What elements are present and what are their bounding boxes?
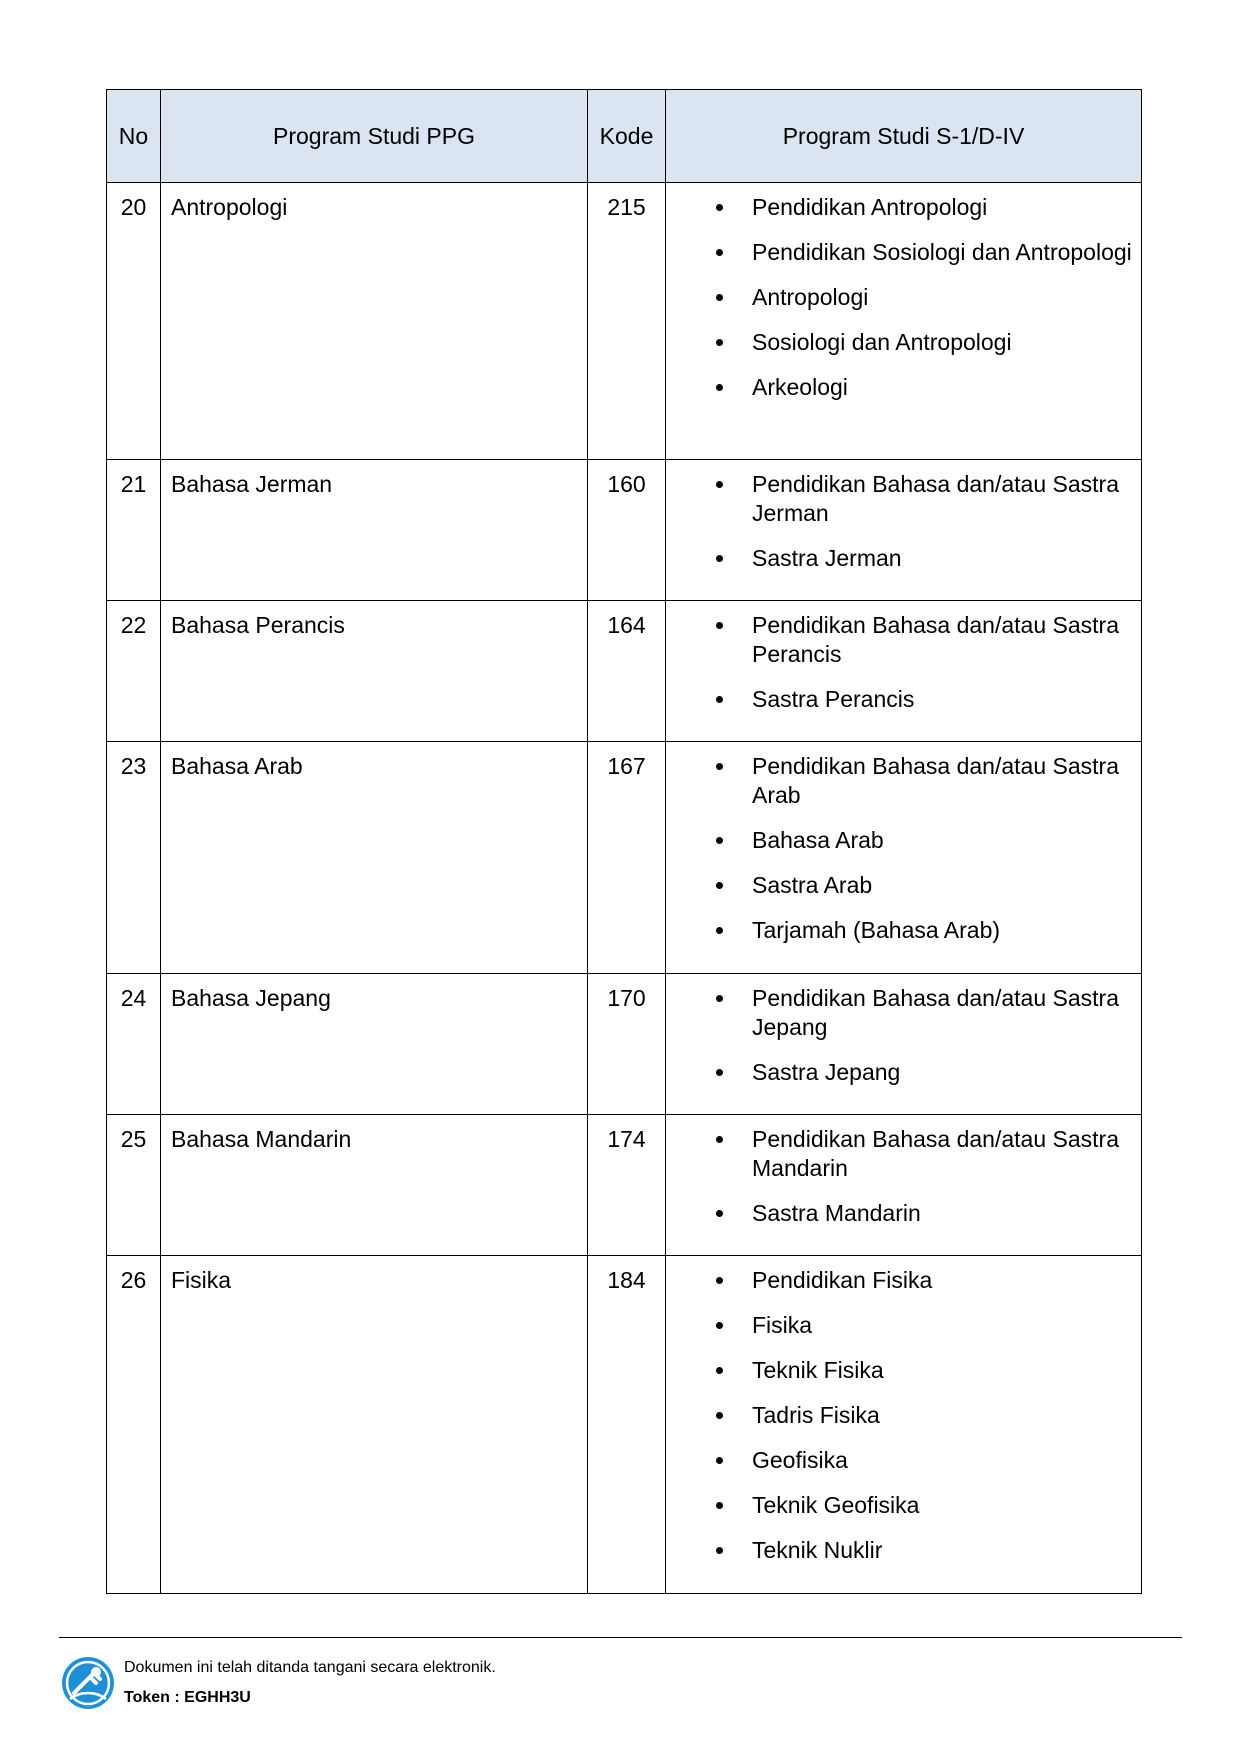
list-item-label: Teknik Nuklir [752,1537,883,1563]
bullet-icon [716,294,723,301]
bullet-icon [716,555,723,562]
list-item-label: Sastra Mandarin [752,1200,921,1226]
cell-kode: 184 [588,1256,666,1594]
list-item [666,373,1133,402]
s1-program-list [666,470,1133,573]
list-item-label: Pendidikan Bahasa dan/atau Sastra Jerman [752,471,1119,526]
list-item [666,1536,1133,1565]
bullet-icon [716,1502,723,1509]
cell-program-studi-s1 [666,742,1142,974]
table-row [107,601,1142,742]
cell-no: 23 [107,742,161,974]
cell-program-studi-s1 [666,1256,1142,1594]
cell-no: 26 [107,1256,161,1594]
table-row [107,183,1142,460]
bullet-icon [716,1277,723,1284]
bullet-icon [716,481,723,488]
bullet-icon [716,995,723,1002]
table-row [107,460,1142,601]
list-item [666,193,1133,222]
header-program-studi-ppg: Program Studi PPG [161,90,588,183]
bullet-icon [716,1412,723,1419]
bullet-icon [716,1069,723,1076]
list-item-label: Antropologi [752,284,869,310]
s1-program-list [666,1125,1133,1228]
bullet-icon [716,1322,723,1329]
cell-program-studi-s1 [666,183,1142,460]
signature-notice: Dokumen ini telah ditanda tangani secara elektronik. [124,1659,496,1676]
list-item [666,1401,1133,1430]
list-item-label: Tadris Fisika [752,1402,880,1428]
list-item [666,1199,1133,1228]
cell-program-studi-s1 [666,460,1142,601]
bullet-icon [716,622,723,629]
list-item [666,611,1133,669]
header-row [107,90,1142,183]
cell-kode: 164 [588,601,666,742]
program-table [106,89,1142,1594]
bullet-icon [716,249,723,256]
list-item [666,1058,1133,1087]
list-item-label: Pendidikan Sosiologi dan Antropologi [752,239,1132,265]
cell-program-studi-ppg: Fisika [161,1256,588,1594]
list-item [666,1125,1133,1183]
list-item-label: Sastra Jerman [752,545,902,571]
cell-program-studi-s1 [666,601,1142,742]
cell-kode: 174 [588,1115,666,1256]
cell-kode: 215 [588,183,666,460]
list-item [666,1491,1133,1520]
list-item-label: Pendidikan Bahasa dan/atau Sastra Perancis [752,612,1119,667]
table-body [107,183,1142,1594]
bsre-signature-logo-icon [60,1655,116,1711]
list-item [666,1446,1133,1475]
list-item-label: Pendidikan Bahasa dan/atau Sastra Jepang [752,985,1119,1040]
list-item-label: Pendidikan Antropologi [752,194,988,220]
s1-program-list [666,611,1133,714]
bullet-icon [716,1457,723,1464]
cell-no: 24 [107,974,161,1115]
cell-program-studi-ppg: Bahasa Jerman [161,460,588,601]
cell-program-studi-s1 [666,1115,1142,1256]
bullet-icon [716,1136,723,1143]
bullet-icon [716,1367,723,1374]
list-item-label: Sastra Jepang [752,1059,901,1085]
table-row [107,742,1142,974]
table-header [107,90,1142,183]
list-item [666,328,1133,357]
list-item [666,470,1133,528]
list-item-label: Arkeologi [752,374,848,400]
list-item [666,871,1133,900]
bullet-icon [716,1547,723,1554]
cell-program-studi-ppg: Bahasa Arab [161,742,588,974]
table-row [107,1256,1142,1594]
cell-no: 21 [107,460,161,601]
table-row [107,1115,1142,1256]
cell-program-studi-ppg: Bahasa Jepang [161,974,588,1115]
cell-kode: 160 [588,460,666,601]
bullet-icon [716,696,723,703]
bullet-icon [716,384,723,391]
list-item [666,1266,1133,1295]
s1-program-list [666,1266,1133,1565]
list-item-label: Pendidikan Fisika [752,1267,933,1293]
list-item-label: Teknik Geofisika [752,1492,920,1518]
cell-no: 22 [107,601,161,742]
header-no: No [107,90,161,183]
list-item-label: Pendidikan Bahasa dan/atau Sastra Arab [752,753,1119,808]
s1-program-list [666,752,1133,945]
list-item [666,544,1133,573]
footer-divider [59,1637,1182,1638]
cell-program-studi-ppg: Bahasa Mandarin [161,1115,588,1256]
cell-kode: 167 [588,742,666,974]
list-item-label: Bahasa Arab [752,827,884,853]
header-program-studi-s1: Program Studi S-1/D-IV [666,90,1142,183]
cell-no: 20 [107,183,161,460]
list-item-label: Pendidikan Bahasa dan/atau Sastra Mandarin [752,1126,1119,1181]
cell-program-studi-ppg: Antropologi [161,183,588,460]
list-item [666,283,1133,312]
list-item [666,752,1133,810]
list-item [666,916,1133,945]
list-item [666,1311,1133,1340]
cell-no: 25 [107,1115,161,1256]
table-row [107,974,1142,1115]
list-item-label: Sosiologi dan Antropologi [752,329,1012,355]
bullet-icon [716,339,723,346]
list-item [666,238,1133,267]
cell-program-studi-ppg: Bahasa Perancis [161,601,588,742]
cell-kode: 170 [588,974,666,1115]
bullet-icon [716,882,723,889]
list-item [666,685,1133,714]
bullet-icon [716,837,723,844]
bullet-icon [716,1210,723,1217]
list-item-label: Sastra Arab [752,872,873,898]
list-item-label: Teknik Fisika [752,1357,884,1383]
list-item-label: Geofisika [752,1447,848,1473]
bullet-icon [716,927,723,934]
list-item-label: Fisika [752,1312,813,1338]
signature-token: Token : EGHH3U [124,1689,251,1706]
bullet-icon [716,204,723,211]
s1-program-list [666,193,1133,402]
list-item [666,984,1133,1042]
list-item [666,826,1133,855]
list-item-label: Tarjamah (Bahasa Arab) [752,917,1001,943]
header-kode: Kode [588,90,666,183]
s1-program-list [666,984,1133,1087]
list-item-label: Sastra Perancis [752,686,915,712]
list-item [666,1356,1133,1385]
bullet-icon [716,763,723,770]
cell-program-studi-s1 [666,974,1142,1115]
